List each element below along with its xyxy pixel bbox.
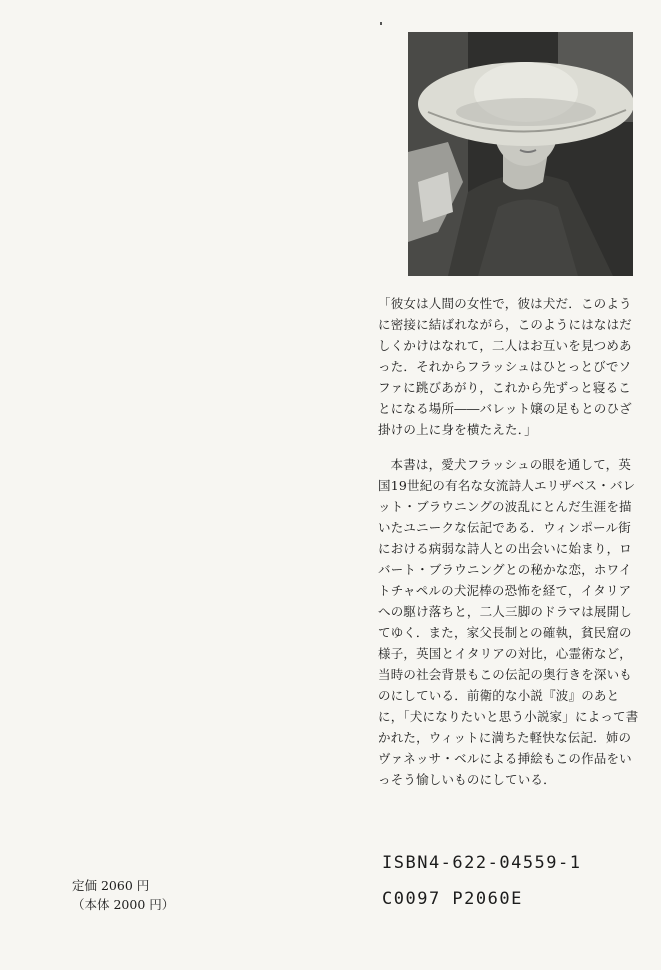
portrait-illustration (408, 32, 633, 276)
price-with-tax: 定価 2060 円 (72, 878, 150, 893)
author-photo (408, 32, 633, 276)
description-paragraph: 本書は，愛犬フラッシュの眼を通して，英国19世紀の有名な女流詩人エリザベス・バレット・ブラウニングの波乱にとんだ生涯を描いたユニークな伝記である．ウィンポール街における病弱な詩人との出会いに始まり，ロバート・ブラウニングとの秘かな恋，ホワイトチャペルの犬泥棒の恐怖を経て，イタリアへの駆け落ちと，二人三脚のドラマは展開してゆく．また，家父長制との確執，貧民窟の様子，英国とイタリアの対比，心霊術など，当時の社会背景もこの伝記の奥行きを深いものにしている．前衛的な小説『波』のあとに，「犬になりたいと思う小説家」によって書かれた，ウィットに満ちた軽快な伝記．姉のヴァネッサ・ベルによる挿絵もこの作品をいっそう愉しいものにしている． (378, 457, 639, 787)
price-block (72, 876, 174, 914)
book-description (378, 454, 640, 790)
quote-text: 「彼女は人間の女性で，彼は犬だ．このように密接に結ばれながら，このようにはなはだしくかけはなれて，二人はお互いを見つめあった．それからフラッシュはひとっとびでソファに跳びあがり，これから先ずっと寝ることになる場所――バレット嬢の足もとのひざ掛けの上に身を横たえた．」 (378, 296, 633, 437)
classification-price-code: C0097 P2060E (382, 889, 523, 909)
print-mark (380, 22, 382, 25)
isbn-code: ISBN4-622-04559-1 (382, 853, 582, 873)
price-base: （本体 2000 円） (72, 897, 175, 912)
